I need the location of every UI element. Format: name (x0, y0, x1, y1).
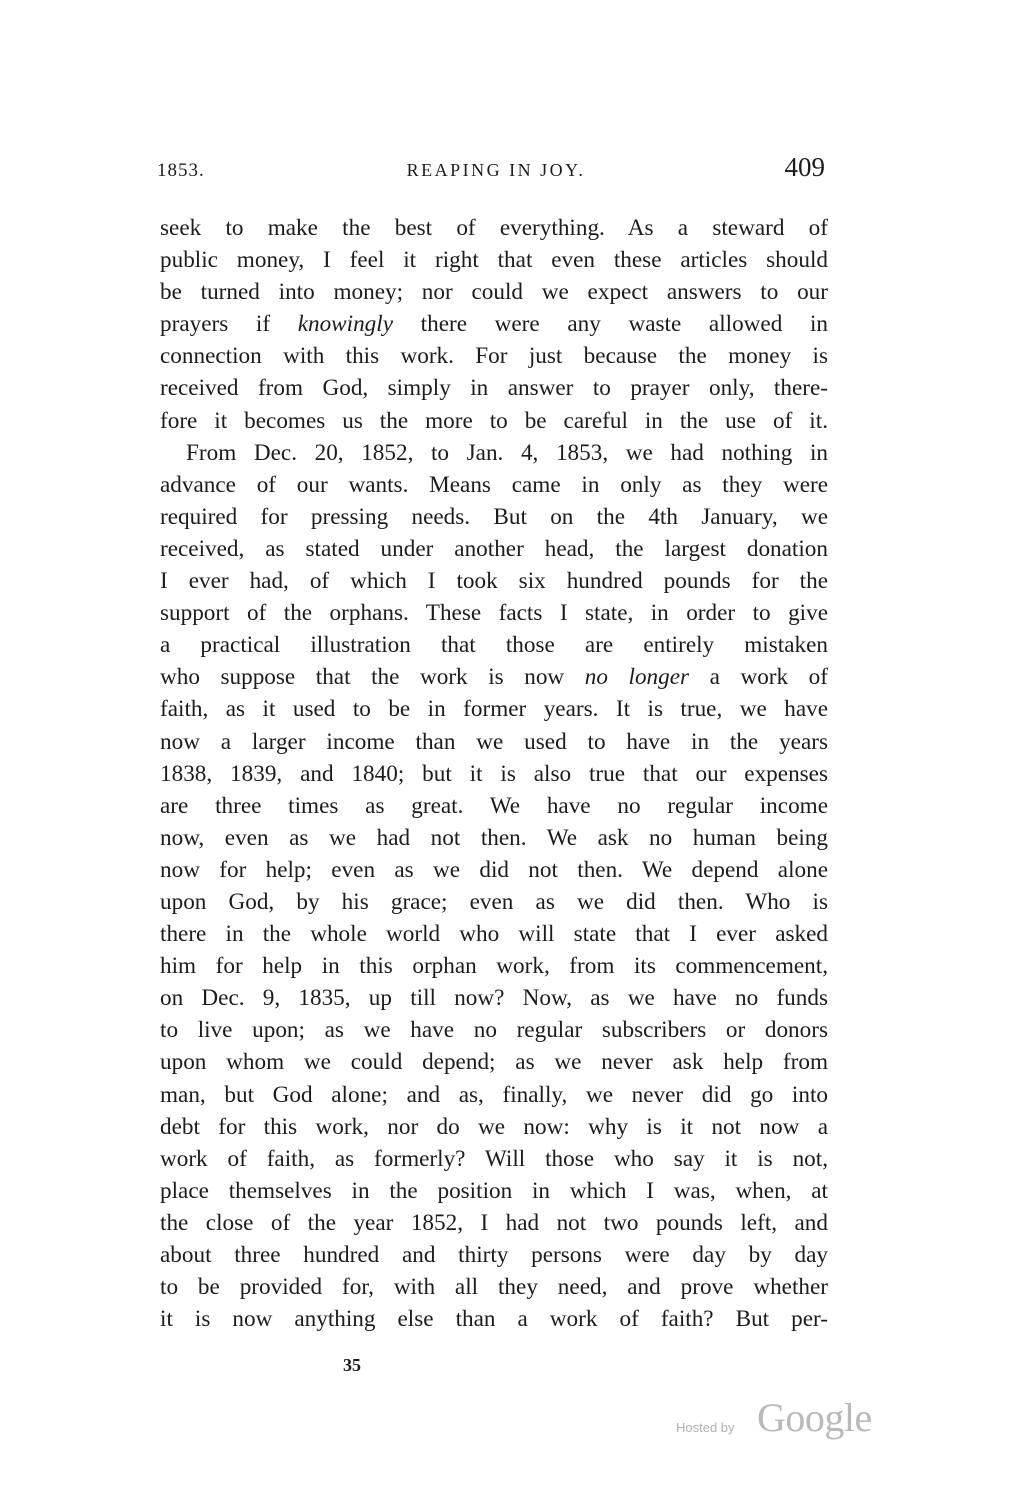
text-segment: prayers if (160, 311, 298, 338)
signature-mark: 35 (343, 1355, 361, 1375)
text-segment: connection with this work. For just because the money is (160, 343, 828, 370)
italic-text: no longer (584, 664, 690, 691)
page-header (157, 152, 825, 188)
text-segment: a work of (689, 664, 828, 691)
header-year: 1853. (157, 160, 205, 181)
text-line (160, 501, 828, 533)
text-segment: faith, as it used to be in former years. It is true, we have (160, 696, 828, 723)
text-segment: debt for this work, nor do we now: why is it not now a (160, 1113, 828, 1140)
text-segment: now a larger income than we used to have in the years (160, 728, 828, 755)
text-segment: seek to make the best of everything. As a steward of (160, 215, 828, 241)
text-segment: public money, I feel it right that even these articles should (160, 247, 828, 274)
text-segment: a practical illustration that those are entirely mistaken (160, 632, 828, 659)
text-line (160, 1239, 828, 1271)
text-line (160, 790, 828, 822)
page-number: 409 (784, 152, 825, 182)
text-segment: be turned into money; nor could we expect answers to our (160, 279, 828, 306)
text-segment: about three hundred and thirty persons were day by day (160, 1242, 828, 1268)
text-segment: there in the whole world who will state that I ever asked (160, 921, 828, 948)
text-segment: to be provided for, with all they need, and prove whether (160, 1274, 828, 1301)
text-segment: on Dec. 9, 1835, up till now? Now, as we have no funds (160, 985, 828, 1012)
italic-text: knowingly (297, 311, 394, 338)
text-line (160, 469, 828, 501)
text-line (160, 886, 828, 918)
text-segment: received from God, simply in answer to prayer only, there- (160, 375, 828, 402)
text-segment: there were any waste allowed in (393, 311, 828, 338)
text-segment: upon whom we could depend; as we never ask help from (160, 1049, 828, 1076)
hosted-by-google-watermark (676, 1394, 886, 1444)
text-segment: now for help; even as we did not then. We depend alone (160, 856, 828, 883)
text-line (160, 950, 828, 982)
text-line (160, 405, 828, 437)
text-line (160, 597, 828, 629)
text-line (160, 982, 828, 1014)
paragraph (160, 212, 828, 437)
paragraph (160, 437, 828, 1336)
text-segment: him for help in this orphan work, from its commencement, (160, 953, 828, 980)
text-segment: work of faith, as formerly? Will those who say it is not, (160, 1145, 828, 1172)
text-segment: are three times as great. We have no regular income (160, 792, 828, 819)
text-line (160, 1014, 828, 1046)
text-line (160, 693, 828, 725)
text-line (160, 661, 828, 693)
text-segment: support of the orphans. These facts I state, in order to give (160, 600, 828, 627)
text-line (160, 854, 828, 886)
running-title: REAPING IN JOY. (406, 160, 586, 180)
watermark-hosted-by: Hosted by (676, 1420, 735, 1435)
text-segment: fore it becomes us the more to be careful in the use of it. (160, 407, 828, 434)
text-line (160, 340, 828, 372)
body-text (160, 212, 828, 1335)
text-line (160, 1111, 828, 1143)
text-segment: who suppose that the work is now (160, 664, 585, 691)
text-line (160, 726, 828, 758)
text-line (160, 1046, 828, 1078)
text-segment: place themselves in the position in which I was, when, at (160, 1177, 828, 1204)
text-line (160, 212, 828, 244)
text-line (160, 1207, 828, 1239)
text-line (160, 1175, 828, 1207)
text-line (160, 1303, 828, 1335)
text-line (160, 822, 828, 854)
text-line (160, 918, 828, 950)
text-line (160, 244, 828, 276)
text-line (160, 372, 828, 404)
text-segment: to live upon; as we have no regular subscribers or donors (160, 1017, 828, 1044)
text-line (160, 1143, 828, 1175)
text-line (160, 629, 828, 661)
text-segment: I ever had, of which I took six hundred pounds for the (160, 568, 828, 595)
text-line (160, 308, 828, 340)
text-line (160, 533, 828, 565)
text-segment: the close of the year 1852, I had not two pounds left, and (160, 1209, 828, 1236)
text-segment: upon God, by his grace; even as we did then. Who is (160, 888, 828, 915)
text-segment: now, even as we had not then. We ask no human being (160, 824, 828, 851)
text-line (160, 276, 828, 308)
text-segment: required for pressing needs. But on the 4th January, we (160, 503, 828, 530)
text-segment: From Dec. 20, 1852, to Jan. 4, 1853, we had nothing in (186, 439, 828, 466)
text-segment: 1838, 1839, and 1840; but it is also true that our expenses (160, 760, 828, 787)
text-line (160, 565, 828, 597)
text-line (160, 437, 828, 469)
text-line (160, 758, 828, 790)
text-line (160, 1079, 828, 1111)
text-segment: man, but God alone; and as, finally, we never did go into (160, 1081, 828, 1108)
text-segment: received, as stated under another head, the largest donation (160, 535, 828, 562)
text-segment: it is now anything else than a work of faith? But per- (160, 1306, 828, 1333)
google-logo: Google (757, 1395, 872, 1440)
text-segment: advance of our wants. Means came in only as they were (160, 471, 828, 498)
text-line (160, 1271, 828, 1303)
